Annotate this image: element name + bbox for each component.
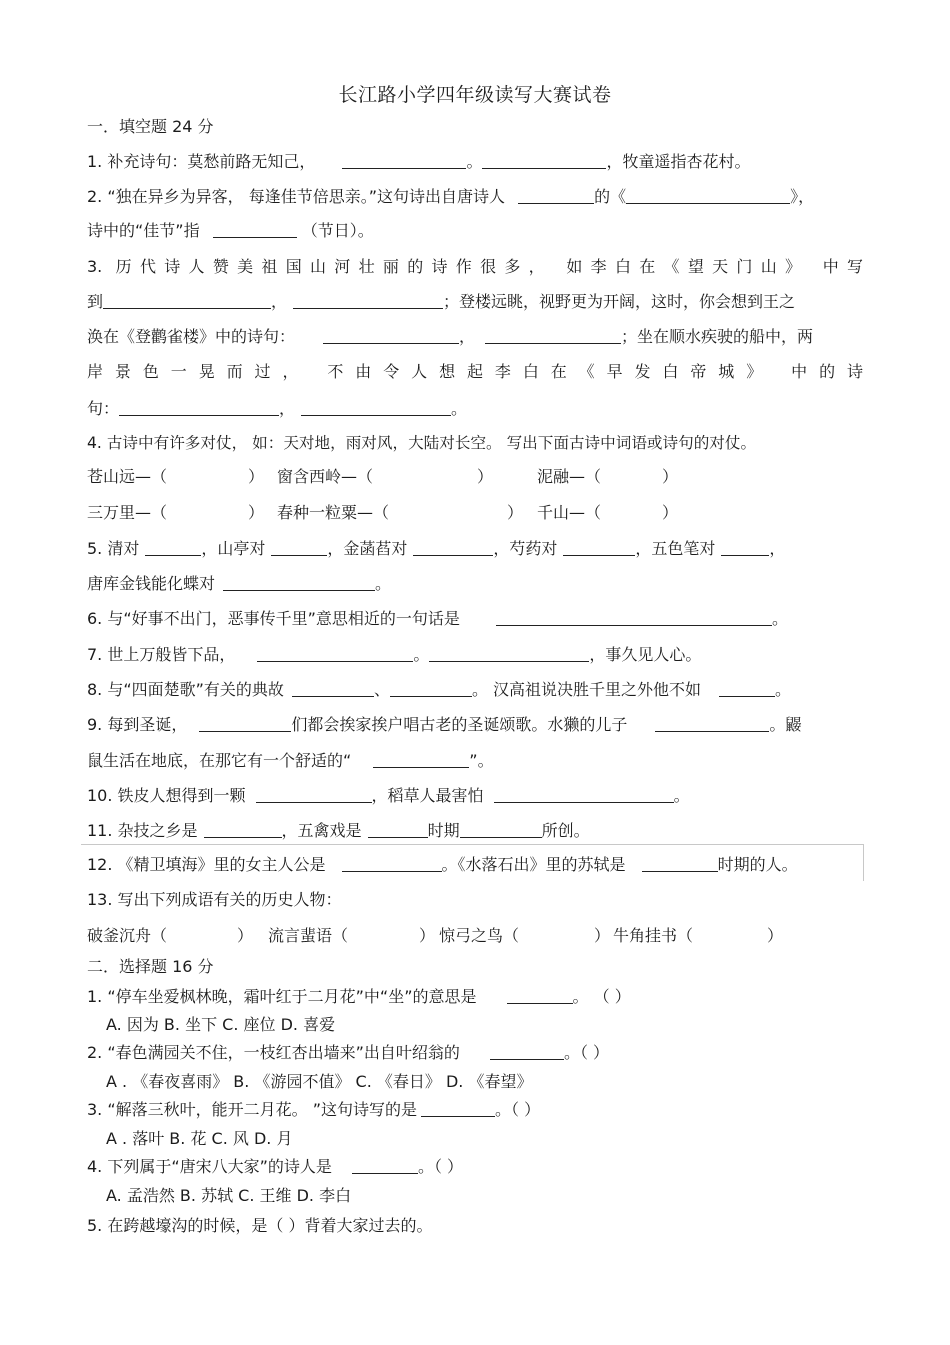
c1-text: 1. “停车坐爱枫林晚，霜叶红于二月花”中“坐”的意思是 (87, 987, 477, 1006)
answer-blank[interactable] (256, 784, 372, 803)
question-5-line-2 (87, 572, 863, 596)
q5-text: 唐库金钱能化蝶对 (87, 574, 216, 593)
answer-blank[interactable] (421, 1098, 495, 1117)
q5-text: ，金菡萏对 (327, 539, 408, 558)
q2-text-d: 诗中的“佳节”指 (87, 221, 200, 240)
question-4-intro: 4. 古诗中有许多对仗， 如：天对地，雨对风，大陆对长空。 写出下面古诗中词语或诗句的对仗。 (87, 434, 757, 452)
question-2-line-2 (87, 219, 863, 243)
section-choice-heading: 二．选择题 16 分 (87, 957, 214, 976)
idiom-paren: ） (237, 926, 254, 945)
q12-text: 时期的人。 (717, 855, 798, 874)
question-9-line-2 (87, 749, 863, 773)
answer-blank[interactable] (485, 325, 621, 344)
q3-text: 涣在《登鹳雀楼》中的诗句： (87, 327, 296, 346)
answer-blank[interactable] (655, 713, 769, 732)
couplet-paren: ） (248, 467, 265, 486)
q7-text: ，事久见人心。 (589, 645, 702, 664)
couplet-prompt: 窗含西岭—（ (277, 467, 374, 486)
q3-text: 到 (87, 292, 104, 311)
couplet-paren: ） (248, 503, 265, 522)
answer-blank[interactable] (494, 784, 674, 803)
q10-text: ，稻草人最害怕 (371, 786, 484, 805)
q10-text: 。 (673, 786, 690, 805)
idiom-paren: ） (767, 926, 784, 945)
couplet-prompt: 春种一粒粟—（ (277, 503, 390, 522)
couplet-prompt: 三万里—（ (87, 503, 168, 522)
q5-text: ，山亭对 (201, 539, 266, 558)
answer-blank[interactable] (257, 643, 413, 662)
answer-blank[interactable] (213, 219, 297, 238)
q3-text: 句： (87, 399, 120, 418)
q12-text: 。《水落石出》里的苏轼是 (441, 855, 626, 874)
question-10 (87, 784, 863, 808)
answer-blank[interactable] (103, 290, 271, 309)
question-3-line-2 (87, 290, 863, 314)
q5-text: 5. 清对 (87, 539, 140, 558)
q7-text: 7. 世上万般皆下品， (87, 645, 236, 664)
q5-text: ，芍药对 (493, 539, 558, 558)
answer-blank[interactable] (271, 537, 327, 556)
answer-blank[interactable] (368, 819, 428, 838)
question-13-items (87, 924, 863, 948)
choice-1-options: A. 因为 B. 坐下 C. 座位 D. 喜爱 (106, 1015, 336, 1034)
q11-text: ，五禽戏是 (281, 821, 362, 840)
q3-text: 。 (451, 399, 468, 418)
answer-blank[interactable] (373, 749, 469, 768)
answer-blank[interactable] (429, 643, 589, 662)
q11-text: 时期 (427, 821, 460, 840)
q3-text: ， (279, 399, 296, 418)
couplet-prompt: 苍山远—（ (87, 467, 168, 486)
question-3-line-3 (87, 325, 863, 349)
q2-text-e: （节日）。 (301, 221, 374, 240)
question-11 (87, 819, 863, 843)
q9-text: ”。 (469, 751, 494, 770)
c3-text: 3. “解落三秋叶，能开二月花。 ”这句诗写的是 (87, 1100, 418, 1119)
idiom-prompt: 流言蜚语（ (268, 926, 349, 945)
q10-text: 10. 铁皮人想得到一颗 (87, 786, 246, 805)
answer-blank[interactable] (204, 819, 282, 838)
choice-question-1 (87, 985, 863, 1009)
choice-3-options: A . 落叶 B. 花 C. 风 D. 月 (106, 1129, 293, 1148)
c3-tail: 。（ ） (495, 1100, 541, 1119)
answer-blank[interactable] (507, 985, 573, 1004)
idiom-prompt: 牛角挂书（ (613, 926, 694, 945)
q6-text: 6. 与“好事不出门，恶事传千里”意思相近的一句话是 (87, 609, 460, 628)
c4-text: 4. 下列属于“唐宋八大家”的诗人是 (87, 1157, 332, 1176)
c2-tail: 。（ ） (563, 1043, 610, 1062)
idiom-paren: ） (419, 926, 436, 945)
c4-tail: 。（ ） (417, 1157, 464, 1176)
question-8 (87, 678, 863, 702)
idiom-paren: ） (594, 926, 611, 945)
q5-text: ，五色笔对 (635, 539, 716, 558)
q11-text: 所创。 (541, 821, 590, 840)
choice-question-5: 5. 在跨越壕沟的时候，是（ ）背着大家过去的。 (87, 1216, 433, 1235)
question-2-line-1 (87, 185, 863, 209)
idiom-prompt: 惊弓之鸟（ (439, 926, 520, 945)
question-3-line-4: 岸景色一晃而过， 不由令人想起李白在《早发白帝城》 中的诗 (87, 362, 863, 381)
idiom-prompt: 破釜沉舟（ (87, 926, 168, 945)
choice-question-2 (87, 1041, 863, 1065)
q1-text-a: 1. 补充诗句：莫愁前路无知己， (87, 152, 316, 171)
answer-blank[interactable] (721, 537, 769, 556)
question-3-line-1: 3. 历代诗人赞美祖国山河壮丽的诗作很多， 如李白在《望天门山》 中写 (87, 257, 863, 276)
q8-text: 。 汉高祖说决胜千里之外他不如 (471, 680, 702, 699)
q2-text-b: 的《 (594, 187, 627, 206)
answer-blank[interactable] (342, 150, 466, 169)
couplet-paren: ） (477, 467, 494, 486)
q7-text: 。 (413, 645, 430, 664)
question-3-line-5 (87, 397, 863, 421)
section-fill-blank-heading: 一．填空题 24 分 (87, 117, 214, 136)
question-6 (87, 607, 863, 631)
answer-blank[interactable] (626, 185, 790, 204)
q12-text: 12. 《精卫填海》里的女主人公是 (87, 855, 326, 874)
q1-text-c: ，牧童遥指杏花村。 (606, 152, 751, 171)
q2-text-a: 2. “独在异乡为异客， 每逢佳节倍思亲。”这句诗出自唐诗人 (87, 187, 506, 206)
question-7 (87, 643, 863, 667)
couplet-paren: ） (662, 467, 679, 486)
answer-blank[interactable] (518, 185, 594, 204)
answer-blank[interactable] (145, 537, 201, 556)
q3-text: ；坐在顺水疾驶的船中，两 (621, 327, 814, 346)
question-13-intro: 13. 写出下列成语有关的历史人物： (87, 890, 342, 909)
answer-blank[interactable] (563, 537, 635, 556)
couplet-paren: ） (507, 503, 524, 522)
c2-text: 2. “春色满园关不住，一枝红杏出墙来”出自叶绍翁的 (87, 1043, 460, 1062)
answer-blank[interactable] (482, 150, 606, 169)
q9-text: 鼠生活在地底，在那它有一个舒适的“ (87, 751, 352, 770)
couplet-prompt: 千山—（ (537, 503, 602, 522)
q9-text: 9. 每到圣诞， (87, 715, 188, 734)
q8-text: 8. 与“四面楚歌”有关的典故 (87, 680, 284, 699)
answer-blank[interactable] (413, 537, 493, 556)
answer-blank[interactable] (642, 853, 718, 872)
answer-blank[interactable] (223, 572, 375, 591)
q5-text: ， (769, 539, 786, 558)
choice-question-3 (87, 1098, 863, 1122)
q5-text: 。 (375, 574, 392, 593)
q3-text: ；登楼远眺，视野更为开阔，这时，你会想到王之 (443, 292, 796, 311)
answer-blank[interactable] (323, 325, 459, 344)
question-9-line-1 (87, 713, 863, 737)
answer-blank[interactable] (490, 1041, 564, 1060)
answer-blank[interactable] (460, 819, 542, 838)
answer-blank[interactable] (352, 1155, 418, 1174)
q3-text: ， (271, 292, 288, 311)
q9-text: 们都会挨家挨户唱古老的圣诞颂歌。水獭的儿子 (291, 715, 628, 734)
answer-blank[interactable] (292, 678, 374, 697)
q8-text: 。 (775, 680, 792, 699)
answer-blank[interactable] (301, 397, 451, 416)
q6-text: 。 (771, 609, 788, 628)
q11-text: 11. 杂技之乡是 (87, 821, 198, 840)
question-4-row-2 (87, 501, 863, 525)
question-12 (87, 853, 863, 877)
choice-4-options: A. 孟浩然 B. 苏轼 C. 王维 D. 李白 (106, 1186, 352, 1205)
answer-blank[interactable] (719, 678, 775, 697)
answer-blank[interactable] (390, 678, 472, 697)
question-1 (87, 150, 863, 174)
choice-2-options: A . 《春夜喜雨》 B. 《游园不值》 C. 《春日》 D. 《春望》 (106, 1072, 533, 1091)
answer-blank[interactable] (293, 290, 443, 309)
answer-blank[interactable] (342, 853, 442, 872)
q8-text: 、 (373, 680, 390, 699)
question-5-line-1 (87, 537, 863, 561)
choice-question-4 (87, 1155, 863, 1179)
q1-text-b: 。 (466, 152, 483, 171)
couplet-prompt: 泥融—（ (537, 467, 602, 486)
couplet-paren: ） (662, 503, 679, 522)
q9-text: 。鼹 (769, 715, 802, 734)
exam-title: 长江路小学四年级读写大赛试卷 (338, 84, 612, 106)
c1-tail: 。 （ ） (572, 987, 631, 1006)
question-4-row-1 (87, 465, 863, 489)
answer-blank[interactable] (119, 397, 279, 416)
answer-blank[interactable] (199, 713, 291, 732)
q3-text: ， (459, 327, 476, 346)
answer-blank[interactable] (496, 607, 772, 626)
q2-text-c: 》， (790, 187, 815, 206)
